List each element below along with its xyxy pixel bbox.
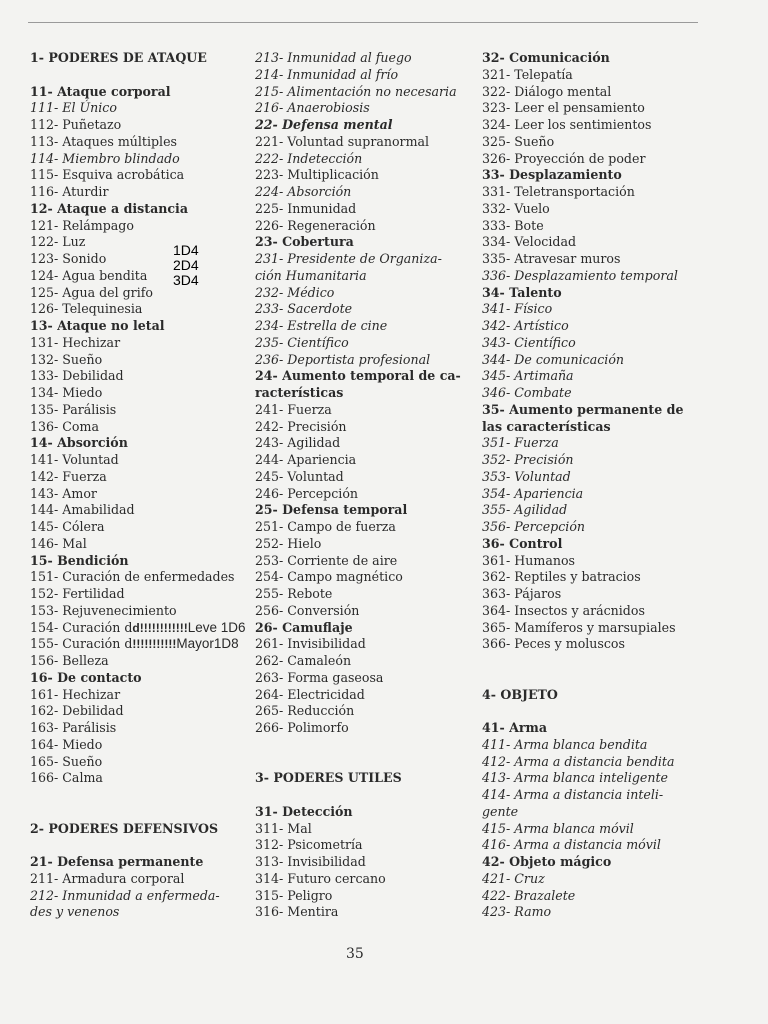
section-heading: 3- PODERES UTILES — [255, 770, 402, 786]
list-item: 246- Percepción — [255, 485, 359, 501]
list-item: 412- Arma a distancia bendita — [482, 753, 675, 769]
list-item: 313- Invisibilidad — [255, 854, 366, 869]
list-item: 211- Armadura corporal — [30, 870, 185, 886]
list-item: 411- Arma blanca bendita — [482, 736, 648, 752]
list-item: 334- Velocidad — [482, 234, 577, 250]
list-item: 333- Bote — [482, 217, 544, 233]
list-item: 124- Agua bendita — [30, 267, 148, 283]
group-heading: 25- Defensa temporal — [255, 502, 408, 518]
list-item: 335- Atravesar muros — [482, 251, 621, 266]
list-item: 261- Invisibilidad — [255, 636, 366, 652]
list-item: 143- Amor — [30, 485, 97, 501]
group-heading: 36- Control — [482, 535, 563, 551]
group-heading: 21- Defensa permanente — [30, 854, 204, 869]
list-item: 263- Forma gaseosa — [255, 669, 384, 685]
group-heading-continued: racterísticas — [255, 385, 344, 400]
list-item: 234- Estrella de cine — [255, 318, 388, 333]
edit-marks: d!!!!!!!!!!!! — [132, 620, 188, 635]
list-item: 151- Curación de enfermedades — [30, 569, 235, 585]
top-rule — [28, 22, 698, 23]
group-heading: 13- Ataque no letal — [30, 318, 165, 333]
list-item: 355- Agilidad — [482, 502, 568, 518]
item-text: 154- Curación d — [30, 619, 133, 635]
list-item: 116- Aturdir — [30, 184, 109, 199]
group-heading: 14- Absorción — [30, 435, 128, 451]
group-heading: 33- Desplazamiento — [482, 167, 622, 183]
list-item: 346- Combate — [482, 385, 572, 400]
list-item: 251- Campo de fuerza — [255, 519, 396, 534]
list-item: 323- Leer el pensamiento — [482, 100, 645, 116]
list-item: 123- Sonido — [30, 251, 107, 266]
list-item: 242- Precisión — [255, 418, 347, 434]
list-item: 321- Telepatía — [482, 66, 573, 82]
list-item-continued: des y venenos — [30, 904, 120, 920]
list-item: 314- Futuro cercano — [255, 870, 386, 886]
list-item: 212- Inmunidad a enfermeda- — [30, 887, 220, 903]
list-item: 256- Conversión — [255, 602, 360, 618]
list-item: 135- Parálisis — [30, 401, 117, 417]
group-heading: 31- Detección — [255, 803, 353, 819]
list-item: 322- Diálogo mental — [482, 83, 612, 99]
list-item: 332- Vuelo — [482, 200, 550, 216]
list-item: 311- Mal — [255, 820, 312, 836]
list-item: 365- Mamíferos y marsupiales — [482, 619, 676, 635]
list-item: 152- Fertilidad — [30, 586, 125, 601]
list-item: 421- Cruz — [482, 870, 545, 886]
list-item: 214- Inmunidad al frío — [255, 66, 399, 82]
item-text: 155- Curación d — [30, 636, 133, 652]
list-item: 245- Voluntad — [255, 468, 344, 484]
list-item: 113- Ataques múltiples — [30, 133, 178, 149]
group-heading: 26- Camuflaje — [255, 619, 353, 635]
edit-annotation: Leve 1D6 — [187, 619, 246, 635]
list-item: 166- Calma — [30, 770, 103, 786]
list-item: 356- Percepción — [482, 519, 586, 534]
list-item: 136- Coma — [30, 418, 99, 434]
list-item: 422- Brazalete — [482, 887, 576, 903]
list-item: 312- Psicometría — [255, 837, 363, 853]
list-item: 156- Belleza — [30, 653, 109, 668]
list-item: 142- Fuerza — [30, 468, 107, 484]
list-item: 364- Insectos y arácnidos — [482, 602, 645, 618]
list-item: 352- Precisión — [482, 452, 574, 467]
list-item: 264- Electricidad — [255, 686, 365, 702]
list-item: 342- Artístico — [482, 318, 569, 333]
group-heading: 22- Defensa mental — [255, 117, 393, 132]
list-item: 423- Ramo — [482, 904, 552, 920]
list-item: 131- Hechizar — [30, 334, 121, 350]
list-item: 126- Telequinesia — [30, 301, 143, 317]
column-3 — [482, 50, 702, 921]
list-item: 363- Pájaros — [482, 586, 562, 601]
list-item: 366- Peces y moluscos — [482, 636, 625, 652]
group-heading: 35- Aumento permanente de — [482, 401, 684, 417]
list-item: 115- Esquiva acrobática — [30, 167, 185, 183]
list-item: 315- Peligro — [255, 887, 333, 903]
group-heading: 16- De contacto — [30, 669, 142, 685]
group-heading: 15- Bendición — [30, 552, 129, 568]
column-1 — [30, 50, 250, 921]
section-heading: 4- OBJETO — [482, 686, 558, 702]
list-item: 121- Relámpago — [30, 217, 134, 233]
list-item: 215- Alimentación no necesaria — [255, 83, 457, 99]
list-item: 233- Sacerdote — [255, 301, 353, 317]
list-item: 265- Reducción — [255, 703, 355, 719]
list-item: 122- Luz — [30, 234, 86, 250]
section-heading: 1- PODERES DE ATAQUE — [30, 50, 207, 65]
list-item: 235- Científico — [255, 334, 349, 350]
page-number: 35 — [346, 946, 364, 962]
dice-annotation: 3D4 — [173, 272, 199, 288]
list-item: 125- Agua del grifo — [30, 284, 153, 300]
list-item: 343- Científico — [482, 334, 576, 350]
list-item: 112- Puñetazo — [30, 117, 122, 132]
group-heading-continued: las características — [482, 418, 611, 434]
list-item: 144- Amabilidad — [30, 502, 135, 518]
group-heading: 24- Aumento temporal de ca- — [255, 368, 461, 384]
list-item: 266- Polimorfo — [255, 720, 349, 735]
list-item: 164- Miedo — [30, 736, 103, 752]
list-item: 225- Inmunidad — [255, 200, 357, 216]
list-item: 114- Miembro blindado — [30, 150, 180, 166]
list-item: 252- Hielo — [255, 535, 322, 551]
list-item: 254- Campo magnético — [255, 569, 403, 585]
dice-annotation: 1D4 — [173, 242, 199, 258]
list-item: 336- Desplazamiento temporal — [482, 267, 678, 283]
edit-marks: !!!!!!!!!!! — [132, 637, 177, 652]
list-item: 146- Mal — [30, 535, 87, 551]
list-item-edited — [30, 636, 250, 653]
list-item: 344- De comunicación — [482, 351, 625, 367]
list-item-continued: ción Humanitaria — [255, 267, 367, 283]
group-heading: 42- Objeto mágico — [482, 854, 612, 869]
group-heading: 23- Cobertura — [255, 234, 354, 250]
list-item: 316- Mentira — [255, 904, 339, 920]
list-item: 324- Leer los sentimientos — [482, 117, 652, 132]
list-item: 141- Voluntad — [30, 452, 119, 467]
list-item: 353- Voluntad — [482, 468, 571, 484]
list-item: 213- Inmunidad al fuego — [255, 50, 412, 65]
list-item: 162- Debilidad — [30, 703, 124, 719]
list-item: 133- Debilidad — [30, 368, 124, 384]
list-item: 326- Proyección de poder — [482, 150, 646, 166]
list-item: 416- Arma a distancia móvil — [482, 837, 661, 853]
section-heading: 2- PODERES DEFENSIVOS — [30, 820, 219, 836]
list-item: 111- El Único — [30, 100, 117, 116]
list-item: 415- Arma blanca móvil — [482, 820, 634, 836]
list-item: 216- Anaerobiosis — [255, 100, 370, 116]
list-item: 241- Fuerza — [255, 401, 332, 417]
group-heading: 11- Ataque corporal — [30, 83, 171, 99]
list-item: 354- Apariencia — [482, 485, 584, 501]
list-item: 255- Rebote — [255, 586, 333, 601]
list-item-continued: gente — [482, 803, 519, 819]
group-heading: 34- Talento — [482, 284, 562, 300]
list-item: 232- Médico — [255, 284, 335, 300]
list-item: 231- Presidente de Organiza- — [255, 251, 442, 266]
list-item: 226- Regeneración — [255, 217, 376, 233]
dice-annotation: 2D4 — [173, 257, 199, 273]
list-item: 163- Parálisis — [30, 720, 117, 735]
column-2 — [255, 50, 475, 921]
list-item: 161- Hechizar — [30, 686, 121, 702]
list-item: 345- Artimaña — [482, 368, 574, 384]
list-item: 145- Cólera — [30, 519, 105, 534]
list-item: 222- Indetección — [255, 150, 363, 166]
list-item: 221- Voluntad supranormal — [255, 133, 430, 149]
list-item: 244- Apariencia — [255, 452, 357, 467]
group-heading: 41- Arma — [482, 720, 548, 735]
list-item: 351- Fuerza — [482, 435, 559, 451]
list-item: 134- Miedo — [30, 385, 103, 400]
group-heading: 32- Comunicación — [482, 50, 610, 65]
list-item: 153- Rejuvenecimiento — [30, 602, 177, 618]
list-item: 331- Teletransportación — [482, 184, 635, 199]
list-item: 414- Arma a distancia inteli- — [482, 787, 664, 802]
list-item: 223- Multiplicación — [255, 167, 379, 183]
list-item-edited — [30, 620, 250, 637]
list-item: 165- Sueño — [30, 753, 103, 769]
list-item: 361- Humanos — [482, 552, 575, 568]
list-item: 224- Absorción — [255, 184, 352, 199]
list-item: 413- Arma blanca inteligente — [482, 770, 668, 786]
list-item: 362- Reptiles y batracios — [482, 569, 641, 585]
list-item: 325- Sueño — [482, 133, 555, 149]
list-item: 236- Deportista profesional — [255, 351, 431, 367]
list-item: 262- Camaleón — [255, 653, 352, 668]
list-item: 253- Corriente de aire — [255, 552, 398, 568]
group-heading: 12- Ataque a distancia — [30, 200, 188, 216]
edit-annotation: Mayor1D8 — [176, 636, 239, 652]
list-item: 132- Sueño — [30, 351, 103, 367]
list-item: 243- Agilidad — [255, 435, 341, 451]
list-item: 341- Físico — [482, 301, 553, 317]
